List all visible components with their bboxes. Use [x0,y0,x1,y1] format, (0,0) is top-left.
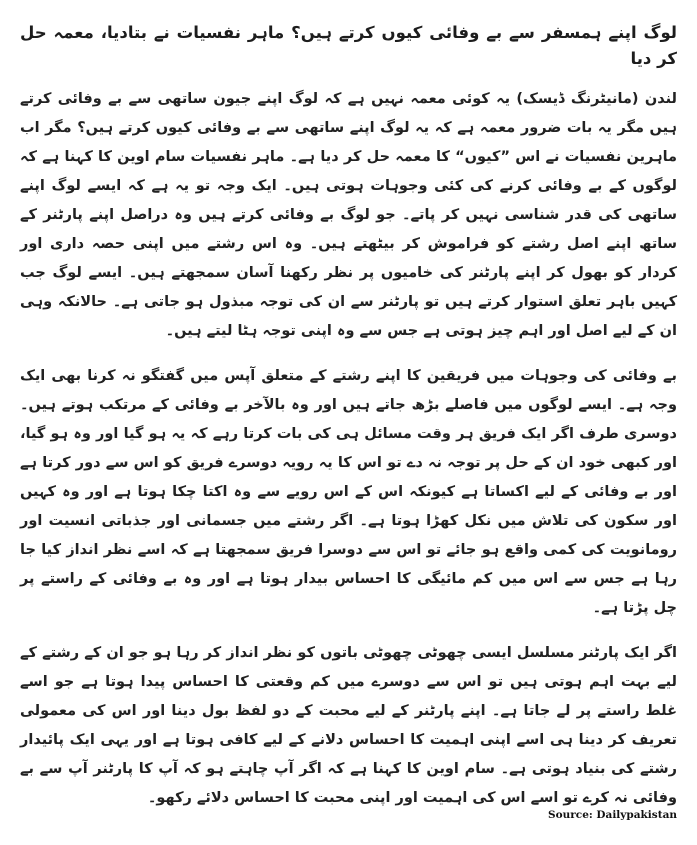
article-paragraph-1: لندن (مانیٹرنگ ڈیسک) یہ کوئی معمہ نہیں ہے کہ لوگ اپنے جیون ساتھی سے بے وفائی کرتے ہیں مگر یہ بات ضرور معمہ ہے کہ یہ لوگ اپنے ساتھی سے بے وفائی کیوں کرتے ہیں؟ مگر اب ماہرین نفسیات نے اس ”کیوں“ کا معمہ حل کر دیا ہے۔ ماہر نفسیات سام اوین کا کہنا ہے کہ لوگوں کے بے وفائی کرنے کی کئی وجوہات ہوتی ہیں۔ ایک وجہ تو یہ ہے کہ ایسے لوگ اپنے ساتھی کی قدر شناسی نہیں کر پاتے۔ جو لوگ بے وفائی کرتے ہیں وہ دراصل اپنے پارٹنر کے ساتھ اپنے اصل رشتے کو فراموش کر بیٹھتے ہیں۔ وہ اس رشتے میں اپنی حصہ داری اور کردار کو بھول کر اپنے پارٹنر کی خامیوں پر نظر رکھنا آسان سمجھتے ہیں۔ ایسے لوگ جب کہیں باہر تعلق استوار کرتے ہیں تو پارٹنر سے ان کی توجہ مبذول ہو جاتی ہے۔ حالانکہ وہی ان کے لیے اصل اور اہم چیز ہوتی ہے جس سے وہ اپنی توجہ ہٹا لیتے ہیں۔ [20,91,677,339]
article [20,20,677,829]
article-paragraph-2: بے وفائی کی وجوہات میں فریقین کا اپنے رشتے کے متعلق آپس میں گفتگو نہ کرنا بھی ایک وجہ ہے۔ ایسے لوگوں میں فاصلے بڑھ جاتے ہیں اور وہ بالآخر بے وفائی کے مرتکب ہوتے ہیں۔ دوسری طرف اگر ایک فریق ہر وقت مسائل ہی کی بات کرتا رہے کہ یہ ہو گیا اور وہ ہو گیا، اور کبھی خود ان کے حل پر توجہ نہ دے تو اس کا یہ رویہ دوسرے فریق کو اس سے دور کرتا ہے اور بے وفائی کے لیے اکساتا ہے کیونکہ اس کے اس رویے سے وہ اکتا چکا ہوتا ہے اور وہ کہیں اور سکون کی تلاش میں نکل کھڑا ہوتا ہے۔ اگر رشتے میں جسمانی اور جذباتی انسیت اور رومانویت کی کمی واقع ہو جائے تو اس سے دوسرا فریق سمجھتا ہے کہ اسے نظر انداز کیا جا رہا ہے جس سے اس میں کم مائیگی کا احساس بیدار ہوتا ہے اور وہ بے وفائی کے راستے پر چل پڑتا ہے۔ [20,368,677,616]
source-credit: Source: Dailypakistan [548,809,677,821]
article-headline: لوگ اپنے ہمسفر سے بے وفائی کیوں کرتے ہیں؟ ماہر نفسیات نے بتادیا، معمہ حل کر دیا [20,23,677,68]
article-paragraph-3: اگر ایک پارٹنر مسلسل ایسی چھوٹی چھوٹی باتوں کو نظر انداز کر رہا ہو جو ان کے رشتے کے لیے بہت اہم ہوتی ہیں تو اس سے دوسرے میں کم وقعتی کا احساس پیدا ہوتا ہے جو اسے غلط راستے پر لے جاتا ہے۔ اپنے پارٹنر کے لیے محبت کے دو لفظ بول دینا اور اس کی معمولی تعریف کر دینا ہی اسے اپنی اہمیت کا احساس دلانے کے لیے کافی ہوتا ہے اور یہی ایک پائیدار رشتے کی بنیاد ہوتی ہے۔ سام اوین کا کہنا ہے کہ اگر آپ چاہتے ہو کہ آپ کا پارٹنر آپ سے بے وفائی نہ کرے تو اسے اس کی اہمیت اور اپنی محبت کا احساس دلائے رکھو۔ [20,645,677,806]
